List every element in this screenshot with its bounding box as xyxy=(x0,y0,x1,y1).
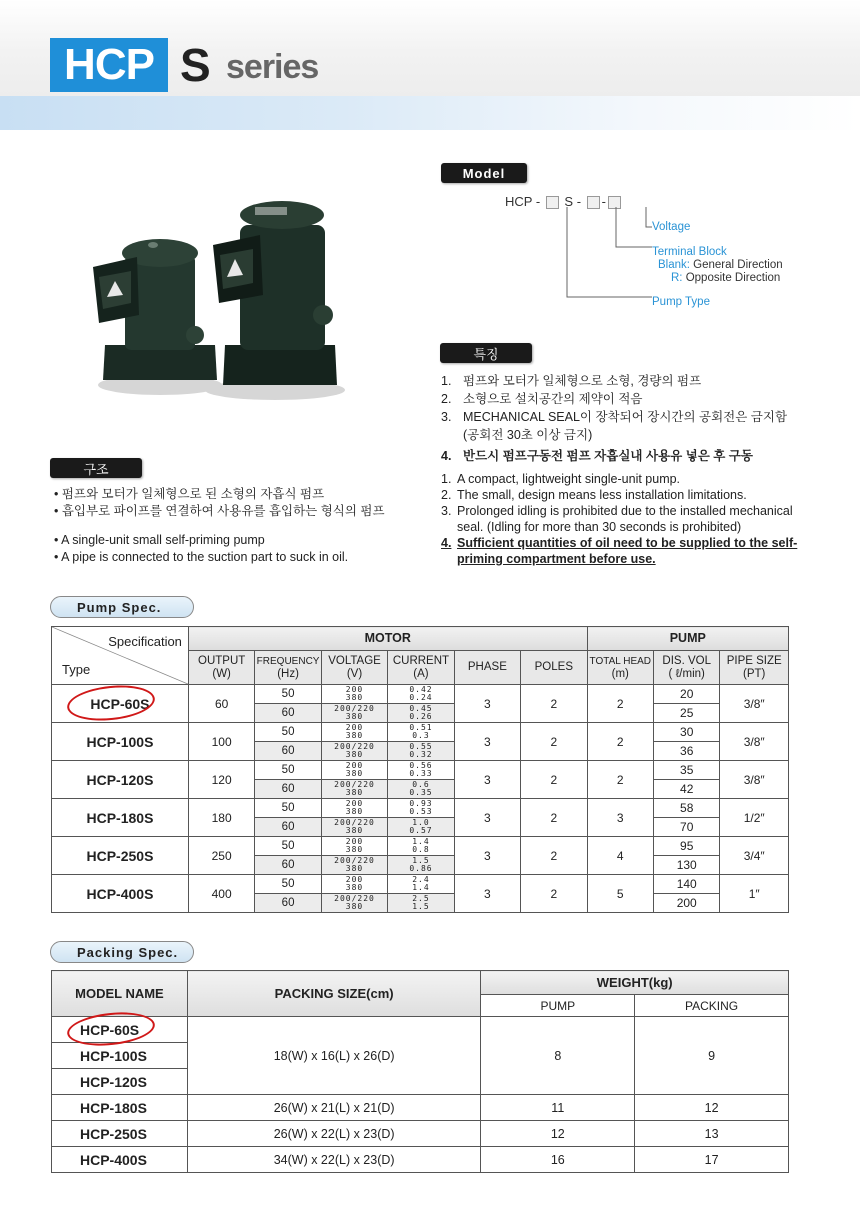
spec-poles: 2 xyxy=(521,875,587,913)
structure-item: • A single-unit small self-priming pump xyxy=(54,533,265,547)
spec-total-head: 2 xyxy=(587,723,653,761)
header-stripe xyxy=(0,96,860,130)
spec-frequency: 50 xyxy=(255,799,321,818)
motor-group-header: MOTOR xyxy=(188,627,587,651)
pump-spec-heading: Pump Spec. xyxy=(50,596,194,618)
pump-spec-table xyxy=(51,626,789,913)
spec-poles: 2 xyxy=(521,761,587,799)
spec-phase: 3 xyxy=(454,685,520,723)
spec-frequency: 60 xyxy=(255,704,321,723)
spec-voltage: 200 380 xyxy=(321,723,387,742)
spec-frequency: 60 xyxy=(255,894,321,913)
feature-en-item: 3. Prolonged idling is prohibited due to the installed mechanical seal. (Idling for more than 30 seconds is prohibited) xyxy=(441,504,793,534)
structure-item: • 흡입부로 파이프를 연결하여 사용유를 흡입하는 형식의 펌프 xyxy=(54,504,385,518)
features-korean-list xyxy=(441,372,787,465)
spec-total-head: 2 xyxy=(587,685,653,723)
packing-size: 26(W) x 22(L) x 23(D) xyxy=(187,1121,481,1147)
packing-weight-pump: 16 xyxy=(481,1147,635,1173)
structure-list xyxy=(54,486,385,566)
col-weight: WEIGHT(kg) xyxy=(481,971,789,995)
pump-type-label: Pump Type xyxy=(652,296,710,308)
spec-model-name: HCP-250S xyxy=(52,837,189,875)
spec-dis-vol: 130 xyxy=(653,856,719,875)
spec-voltage: 200 380 xyxy=(321,685,387,704)
corner-spec-label: Specification xyxy=(108,634,182,649)
packing-model-name: HCP-400S xyxy=(52,1147,188,1173)
feature-ko-item: 2. 소형으로 설치공간의 제약이 적음 xyxy=(441,392,643,406)
spec-frequency: 50 xyxy=(255,875,321,894)
spec-pipe-size: 3/8″ xyxy=(720,723,789,761)
spec-total-head: 2 xyxy=(587,761,653,799)
spec-frequency: 50 xyxy=(255,723,321,742)
spec-current: 0.93 0.53 xyxy=(388,799,454,818)
col-output: OUTPUT (W) xyxy=(188,651,254,685)
packing-model-name: HCP-180S xyxy=(52,1095,188,1121)
col-total-head: TOTAL HEAD (m) xyxy=(587,651,653,685)
spec-phase: 3 xyxy=(454,875,520,913)
col-model-name: MODEL NAME xyxy=(52,971,188,1017)
spec-poles: 2 xyxy=(521,837,587,875)
spec-pipe-size: 3/8″ xyxy=(720,685,789,723)
spec-current: 0.56 0.33 xyxy=(388,761,454,780)
spec-model-name: HCP-120S xyxy=(52,761,189,799)
spec-model-name: HCP-60S xyxy=(52,685,189,723)
spec-total-head: 5 xyxy=(587,875,653,913)
spec-output: 250 xyxy=(188,837,254,875)
spec-row xyxy=(52,875,789,894)
spec-row xyxy=(52,799,789,818)
col-dis-vol: DIS. VOL ( ℓ/min) xyxy=(653,651,719,685)
spec-frequency: 50 xyxy=(255,837,321,856)
col-packing-size: PACKING SIZE(cm) xyxy=(187,971,481,1017)
spec-dis-vol: 35 xyxy=(653,761,719,780)
spec-phase: 3 xyxy=(454,799,520,837)
spec-poles: 2 xyxy=(521,799,587,837)
spec-total-head: 4 xyxy=(587,837,653,875)
spec-output: 400 xyxy=(188,875,254,913)
structure-chip: 구조 xyxy=(50,458,142,478)
spec-current: 2.5 1.5 xyxy=(388,894,454,913)
spec-dis-vol: 25 xyxy=(653,704,719,723)
packing-spec-heading: Packing Spec. xyxy=(50,941,194,963)
col-frequency: FREQUENCY (Hz) xyxy=(255,651,321,685)
spec-current: 1.0 0.57 xyxy=(388,818,454,837)
spec-voltage: 200/220 380 xyxy=(321,704,387,723)
col-poles: POLES xyxy=(521,651,587,685)
spec-row xyxy=(52,723,789,742)
spec-dis-vol: 70 xyxy=(653,818,719,837)
pump-type-box xyxy=(546,196,559,209)
spec-model-name: HCP-100S xyxy=(52,723,189,761)
spec-voltage: 200 380 xyxy=(321,799,387,818)
spec-row xyxy=(52,685,789,704)
packing-weight-packing: 9 xyxy=(635,1017,789,1095)
spec-phase: 3 xyxy=(454,723,520,761)
spec-current: 2.4 1.4 xyxy=(388,875,454,894)
spec-output: 180 xyxy=(188,799,254,837)
blank-option-key: Blank: xyxy=(658,259,690,271)
spec-model-name: HCP-400S xyxy=(52,875,189,913)
spec-dis-vol: 42 xyxy=(653,780,719,799)
packing-size: 26(W) x 21(L) x 21(D) xyxy=(187,1095,481,1121)
spec-pipe-size: 1″ xyxy=(720,875,789,913)
spec-pipe-size: 1/2″ xyxy=(720,799,789,837)
pump-group-header: PUMP xyxy=(587,627,788,651)
model-code-dash: - xyxy=(601,194,606,209)
packing-weight-packing: 12 xyxy=(635,1095,789,1121)
model-code-prefix: HCP - xyxy=(505,194,541,209)
spec-current: 0.51 0.3 xyxy=(388,723,454,742)
spec-poles: 2 xyxy=(521,685,587,723)
model-code-mid: S - xyxy=(564,194,582,209)
voltage-label: Voltage xyxy=(652,221,691,233)
packing-model-name: HCP-100S xyxy=(52,1043,188,1069)
spec-voltage: 200 380 xyxy=(321,837,387,856)
feature-en-item: 1. A compact, lightweight single-unit pump. xyxy=(441,472,681,486)
spec-current: 0.45 0.26 xyxy=(388,704,454,723)
blank-option xyxy=(658,259,783,271)
packing-weight-pump: 12 xyxy=(481,1121,635,1147)
pump-product-image xyxy=(85,195,345,400)
r-option xyxy=(671,272,780,284)
spec-current: 1.4 0.8 xyxy=(388,837,454,856)
spec-model-name: HCP-180S xyxy=(52,799,189,837)
col-current: CURRENT (A) xyxy=(388,651,454,685)
spec-voltage: 200/220 380 xyxy=(321,780,387,799)
terminal-block-label: Terminal Block xyxy=(652,246,727,258)
spec-frequency: 60 xyxy=(255,818,321,837)
spec-dis-vol: 200 xyxy=(653,894,719,913)
spec-phase: 3 xyxy=(454,837,520,875)
feature-en-item: 2. The small, design means less installation limitations. xyxy=(441,488,747,502)
r-option-key: R: xyxy=(671,272,683,284)
col-pipe-size: PIPE SIZE (PT) xyxy=(720,651,789,685)
spec-frequency: 50 xyxy=(255,761,321,780)
spec-voltage: 200/220 380 xyxy=(321,818,387,837)
spec-current: 0.55 0.32 xyxy=(388,742,454,761)
packing-model-name: HCP-60S xyxy=(52,1017,188,1043)
spec-dis-vol: 30 xyxy=(653,723,719,742)
spec-row xyxy=(52,761,789,780)
spec-current: 0.6 0.35 xyxy=(388,780,454,799)
spec-voltage: 200 380 xyxy=(321,761,387,780)
feature-ko-item: 1. 펌프와 모터가 일체형으로 소형, 경량의 펌프 xyxy=(441,374,702,388)
pump-left-image xyxy=(93,239,222,395)
spec-poles: 2 xyxy=(521,723,587,761)
spec-voltage: 200 380 xyxy=(321,875,387,894)
feature-ko-item: 3. MECHANICAL SEAL이 장착되어 장시간의 공회전은 금지함 xyxy=(441,410,788,424)
col-voltage: VOLTAGE (V) xyxy=(321,651,387,685)
packing-row xyxy=(52,1147,789,1173)
spec-dis-vol: 20 xyxy=(653,685,719,704)
spec-voltage: 200/220 380 xyxy=(321,742,387,761)
spec-type-corner xyxy=(52,627,189,685)
col-phase: PHASE xyxy=(454,651,520,685)
spec-frequency: 60 xyxy=(255,742,321,761)
spec-voltage: 200/220 380 xyxy=(321,856,387,875)
packing-model-name: HCP-250S xyxy=(52,1121,188,1147)
spec-dis-vol: 58 xyxy=(653,799,719,818)
packing-row xyxy=(52,1095,789,1121)
spec-total-head: 3 xyxy=(587,799,653,837)
spec-phase: 3 xyxy=(454,761,520,799)
structure-item: • A pipe is connected to the suction part to suck in oil. xyxy=(54,550,349,564)
feature-ko-item: 4. 반드시 펌프구동전 펌프 자흡실내 사용유 넣은 후 구동 xyxy=(441,449,753,463)
spec-output: 60 xyxy=(188,685,254,723)
spec-frequency: 60 xyxy=(255,856,321,875)
spec-dis-vol: 140 xyxy=(653,875,719,894)
col-weight-pump: PUMP xyxy=(481,995,635,1017)
packing-model-name: HCP-120S xyxy=(52,1069,188,1095)
spec-output: 100 xyxy=(188,723,254,761)
spec-pipe-size: 3/4″ xyxy=(720,837,789,875)
spec-frequency: 50 xyxy=(255,685,321,704)
packing-weight-packing: 17 xyxy=(635,1147,789,1173)
pump-right-image xyxy=(205,201,345,400)
series-letter: S xyxy=(180,39,211,91)
packing-size: 18(W) x 16(L) x 26(D) xyxy=(187,1017,481,1095)
model-chip: Model xyxy=(441,163,527,183)
packing-row xyxy=(52,1017,789,1043)
features-english-list xyxy=(441,471,801,567)
structure-item: • 펌프와 모터가 일체형으로 된 소형의 자흡식 펌프 xyxy=(54,487,325,501)
packing-spec-table xyxy=(51,970,789,1173)
spec-row xyxy=(52,837,789,856)
spec-frequency: 60 xyxy=(255,780,321,799)
feature-en-item: 4. Sufficient quantities of oil need to be supplied to the self-priming compartment before use. xyxy=(441,536,798,566)
corner-type-label: Type xyxy=(62,662,91,677)
series-word: series xyxy=(226,48,319,86)
spec-current: 1.5 0.86 xyxy=(388,856,454,875)
features-chip: 특징 xyxy=(440,343,532,363)
brand-badge: HCP xyxy=(50,38,168,92)
spec-current: 0.42 0.24 xyxy=(388,685,454,704)
spec-pipe-size: 3/8″ xyxy=(720,761,789,799)
spec-voltage: 200/220 380 xyxy=(321,894,387,913)
packing-weight-pump: 8 xyxy=(481,1017,635,1095)
packing-weight-pump: 11 xyxy=(481,1095,635,1121)
spec-dis-vol: 36 xyxy=(653,742,719,761)
packing-row xyxy=(52,1121,789,1147)
spec-output: 120 xyxy=(188,761,254,799)
feature-ko-item: (공회전 30초 이상 금지) xyxy=(463,428,593,442)
blank-option-value: General Direction xyxy=(693,259,783,271)
packing-weight-packing: 13 xyxy=(635,1121,789,1147)
col-weight-packing: PACKING xyxy=(635,995,789,1017)
r-option-value: Opposite Direction xyxy=(685,272,781,284)
packing-size: 34(W) x 22(L) x 23(D) xyxy=(187,1147,481,1173)
spec-dis-vol: 95 xyxy=(653,837,719,856)
